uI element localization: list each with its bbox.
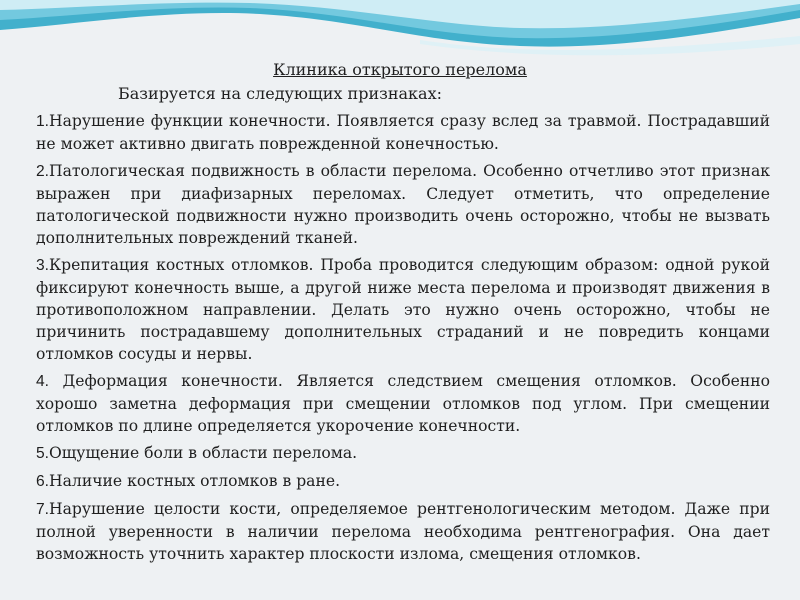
list-item	[36, 254, 770, 365]
list-item-number: 4.	[36, 373, 50, 390]
slide-subtitle: Базируется на следующих признаках:	[118, 84, 442, 103]
list-item-text: Наличие костных отломков в ране.	[49, 472, 341, 490]
list-item	[36, 498, 770, 565]
list-item-number: 3.	[36, 257, 50, 274]
list-item-text: Крепитация костных отломков. Проба проводится следующим образом: одной рукой фиксируют конечность выше, а другой ниже места перелома и производят движения в противоположном направлении. Делать это нужно очень осторожно, чтобы не причинить пострадавшему дополнительных страданий и не повредить концами отломков сосуды и нервы.	[36, 256, 770, 363]
list-item-number: 2.	[36, 163, 50, 180]
list-item-text: Нарушение целости кости, определяемое рентгенологическим методом. Даже при полной уверенности в наличии перелома необходима рентгенография. Она дает возможность уточнить характер плоскости излома, смещения отломков.	[36, 500, 770, 563]
list-item-text: Патологическая подвижность в области перелома. Особенно отчетливо этот признак выражен при диафизарных переломах. Следует отметить, что определение патологической подвижности нужно производить очень осторожно, чтобы не вызвать дополнительных повреждений тканей.	[36, 162, 770, 247]
symptom-list	[36, 110, 770, 570]
list-item-text: Нарушение функции конечности. Появляется сразу вслед за травмой. Пострадавший не может активно двигать поврежденной конечностью.	[36, 112, 770, 153]
list-item-number: 1.	[36, 113, 50, 130]
list-item-number: 5.	[36, 445, 50, 462]
list-item-number: 7.	[36, 501, 50, 518]
list-item-text: Ощущение боли в области перелома.	[49, 444, 358, 462]
slide-title: Клиника открытого перелома	[273, 60, 527, 79]
list-item	[36, 370, 770, 437]
list-item	[36, 160, 770, 249]
list-item	[36, 110, 770, 155]
list-item-text: Деформация конечности. Является следствием смещения отломков. Особенно хорошо заметна деформация при смещении отломков под углом. При смещении отломков по длине определяется укорочение конечности.	[36, 372, 770, 435]
list-item-number: 6.	[36, 473, 50, 490]
list-item	[36, 470, 770, 493]
list-item	[36, 442, 770, 465]
